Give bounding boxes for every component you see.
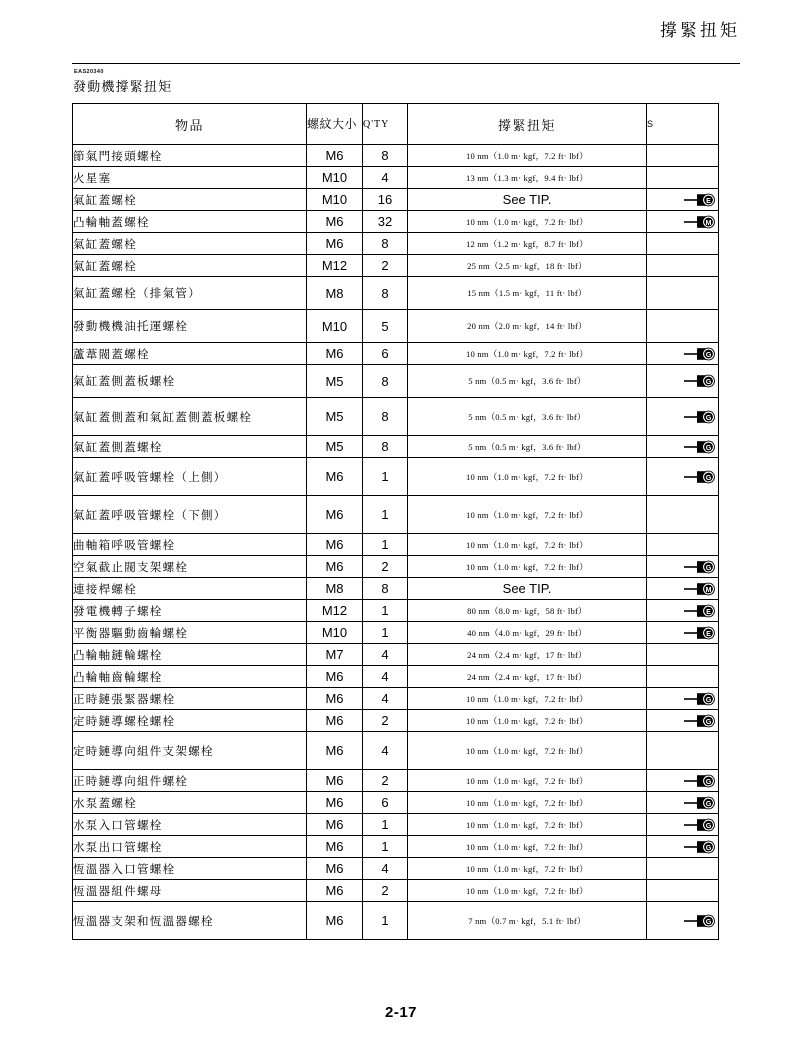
svg-text:M: M (705, 585, 712, 595)
cell-thread-size: M6 (307, 732, 363, 770)
cell-s-mark (647, 556, 719, 578)
svg-text:G: G (705, 563, 712, 573)
section-title: 發動機撐緊扭矩 (73, 79, 173, 94)
cell-thread-size: M6 (307, 688, 363, 710)
cell-thread-size: M6 (307, 836, 363, 858)
cell-torque: 25 nm（2.5 m· kgf，18 ft· lbf） (408, 255, 647, 277)
cell-s-mark (647, 534, 719, 556)
cell-item: 氣缸蓋螺栓 (73, 255, 307, 277)
cell-thread-size: M6 (307, 792, 363, 814)
cell-thread-size: M6 (307, 534, 363, 556)
cell-torque: 10 nm（1.0 m· kgf，7.2 ft· lbf） (408, 836, 647, 858)
tightening-torque-table (72, 103, 719, 940)
svg-text:G: G (705, 843, 712, 853)
cell-qty: 4 (363, 666, 408, 688)
cell-thread-size: M5 (307, 365, 363, 398)
cell-item: 恆溫器入口管螺栓 (73, 858, 307, 880)
mark-g-icon (684, 818, 718, 832)
cell-torque: 13 nm（1.3 m· kgf，9.4 ft· lbf） (408, 167, 647, 189)
mark-g-icon (684, 347, 718, 361)
cell-s-mark (647, 622, 719, 644)
table-row (73, 343, 719, 365)
cell-qty: 4 (363, 167, 408, 189)
mark-g-icon (684, 440, 718, 454)
table-row (73, 902, 719, 940)
cell-qty: 8 (363, 145, 408, 167)
cell-torque: 10 nm（1.0 m· kgf，7.2 ft· lbf） (408, 458, 647, 496)
table-row (73, 880, 719, 902)
cell-torque: 24 nm（2.4 m· kgf，17 ft· lbf） (408, 666, 647, 688)
table-row (73, 310, 719, 343)
table-row (73, 365, 719, 398)
svg-text:G: G (705, 350, 712, 360)
cell-item: 發動機機油托運螺栓 (73, 310, 307, 343)
cell-item: 定時鏈導向組件支架螺栓 (73, 732, 307, 770)
cell-qty: 1 (363, 836, 408, 858)
cell-s-mark (647, 436, 719, 458)
cell-s-mark (647, 902, 719, 940)
mark-g-icon (684, 774, 718, 788)
header-divider (72, 63, 740, 64)
cell-qty: 4 (363, 688, 408, 710)
cell-thread-size: M7 (307, 644, 363, 666)
svg-text:G: G (705, 917, 712, 927)
svg-text:G: G (705, 777, 712, 787)
cell-s-mark (647, 770, 719, 792)
cell-item: 恆溫器支架和恆溫器螺栓 (73, 902, 307, 940)
mark-e-icon (684, 193, 718, 207)
table-body (73, 145, 719, 940)
table-row (73, 496, 719, 534)
cell-item: 平衡器驅動齒輪螺栓 (73, 622, 307, 644)
cell-thread-size: M12 (307, 255, 363, 277)
cell-item: 氣缸蓋側蓋和氣缸蓋側蓋板螺栓 (73, 398, 307, 436)
cell-item: 蘆葦閥蓋螺栓 (73, 343, 307, 365)
cell-qty: 1 (363, 534, 408, 556)
cell-qty: 1 (363, 902, 408, 940)
cell-thread-size: M6 (307, 710, 363, 732)
table-row (73, 688, 719, 710)
svg-text:E: E (706, 629, 711, 639)
cell-torque: See TIP. (408, 189, 647, 211)
table-row (73, 858, 719, 880)
cell-torque: 5 nm（0.5 m· kgf，3.6 ft· lbf） (408, 365, 647, 398)
table-row (73, 167, 719, 189)
table-row (73, 622, 719, 644)
cell-s-mark (647, 578, 719, 600)
cell-thread-size: M6 (307, 880, 363, 902)
cell-s-mark (647, 644, 719, 666)
cell-torque: 40 nm（4.0 m· kgf，29 ft· lbf） (408, 622, 647, 644)
cell-torque: See TIP. (408, 578, 647, 600)
cell-qty: 8 (363, 277, 408, 310)
cell-thread-size: M6 (307, 458, 363, 496)
svg-text:G: G (705, 443, 712, 453)
table-row (73, 145, 719, 167)
svg-text:G: G (705, 413, 712, 423)
cell-thread-size: M6 (307, 814, 363, 836)
table-row (73, 710, 719, 732)
cell-thread-size: M6 (307, 770, 363, 792)
cell-item: 正時鏈導向組件螺栓 (73, 770, 307, 792)
column-header-thread-size: 螺紋大小 (307, 104, 363, 145)
mark-g-icon (684, 714, 718, 728)
svg-text:G: G (705, 799, 712, 809)
mark-g-icon (684, 840, 718, 854)
table-row (73, 255, 719, 277)
cell-thread-size: M6 (307, 145, 363, 167)
cell-torque: 20 nm（2.0 m· kgf，14 ft· lbf） (408, 310, 647, 343)
cell-torque: 10 nm（1.0 m· kgf，7.2 ft· lbf） (408, 496, 647, 534)
cell-torque: 5 nm（0.5 m· kgf，3.6 ft· lbf） (408, 436, 647, 458)
cell-qty: 2 (363, 770, 408, 792)
mark-e-icon (684, 604, 718, 618)
mark-e-icon (684, 626, 718, 640)
cell-item: 曲軸箱呼吸管螺栓 (73, 534, 307, 556)
table-row (73, 814, 719, 836)
cell-item: 連接桿螺栓 (73, 578, 307, 600)
cell-torque: 10 nm（1.0 m· kgf，7.2 ft· lbf） (408, 814, 647, 836)
section-code: EAS20340 (74, 69, 104, 75)
cell-thread-size: M5 (307, 436, 363, 458)
table-row (73, 836, 719, 858)
cell-qty: 2 (363, 255, 408, 277)
svg-text:E: E (706, 196, 711, 206)
svg-text:M: M (705, 218, 712, 228)
mark-g-icon (684, 470, 718, 484)
svg-text:E: E (706, 607, 711, 617)
cell-thread-size: M8 (307, 578, 363, 600)
cell-qty: 1 (363, 600, 408, 622)
cell-s-mark (647, 688, 719, 710)
cell-s-mark (647, 145, 719, 167)
table-row (73, 534, 719, 556)
cell-qty: 2 (363, 710, 408, 732)
cell-torque: 10 nm（1.0 m· kgf，7.2 ft· lbf） (408, 710, 647, 732)
cell-torque: 7 nm（0.7 m· kgf，5.1 ft· lbf） (408, 902, 647, 940)
cell-thread-size: M6 (307, 858, 363, 880)
cell-torque: 80 nm（8.0 m· kgf，58 ft· lbf） (408, 600, 647, 622)
table-row (73, 211, 719, 233)
cell-torque: 10 nm（1.0 m· kgf，7.2 ft· lbf） (408, 556, 647, 578)
svg-text:G: G (705, 695, 712, 705)
cell-item: 空氣截止閥支架螺栓 (73, 556, 307, 578)
cell-item: 水泵出口管螺栓 (73, 836, 307, 858)
table-row (73, 458, 719, 496)
mark-g-icon (684, 410, 718, 424)
cell-item: 氣缸蓋呼吸管螺栓（下側） (73, 496, 307, 534)
cell-torque: 10 nm（1.0 m· kgf，7.2 ft· lbf） (408, 145, 647, 167)
cell-item: 氣缸蓋呼吸管螺栓（上側） (73, 458, 307, 496)
cell-item: 凸輪軸蓋螺栓 (73, 211, 307, 233)
cell-torque: 10 nm（1.0 m· kgf，7.2 ft· lbf） (408, 211, 647, 233)
cell-torque: 10 nm（1.0 m· kgf，7.2 ft· lbf） (408, 732, 647, 770)
page-title: 撐緊扭矩 (660, 21, 740, 40)
cell-thread-size: M8 (307, 277, 363, 310)
cell-thread-size: M10 (307, 622, 363, 644)
cell-thread-size: M6 (307, 496, 363, 534)
cell-item: 氣缸蓋側蓋板螺栓 (73, 365, 307, 398)
cell-s-mark (647, 666, 719, 688)
cell-torque: 10 nm（1.0 m· kgf，7.2 ft· lbf） (408, 770, 647, 792)
cell-thread-size: M10 (307, 167, 363, 189)
cell-qty: 2 (363, 880, 408, 902)
cell-s-mark (647, 310, 719, 343)
table-row (73, 398, 719, 436)
cell-s-mark (647, 710, 719, 732)
table-row (73, 644, 719, 666)
cell-item: 發電機轉子螺栓 (73, 600, 307, 622)
cell-torque: 10 nm（1.0 m· kgf，7.2 ft· lbf） (408, 343, 647, 365)
cell-torque: 10 nm（1.0 m· kgf，7.2 ft· lbf） (408, 688, 647, 710)
svg-text:G: G (705, 717, 712, 727)
table-row (73, 732, 719, 770)
mark-g-icon (684, 560, 718, 574)
cell-thread-size: M6 (307, 211, 363, 233)
cell-s-mark (647, 167, 719, 189)
cell-s-mark (647, 211, 719, 233)
column-header-torque: 撐緊扭矩 (408, 104, 647, 145)
table-row (73, 233, 719, 255)
cell-item: 節氣門接頭螺栓 (73, 145, 307, 167)
cell-item: 水泵入口管螺栓 (73, 814, 307, 836)
cell-thread-size: M5 (307, 398, 363, 436)
table-row (73, 436, 719, 458)
svg-text:G: G (705, 821, 712, 831)
cell-torque: 10 nm（1.0 m· kgf，7.2 ft· lbf） (408, 792, 647, 814)
cell-thread-size: M6 (307, 343, 363, 365)
table-row (73, 792, 719, 814)
cell-torque: 15 nm（1.5 m· kgf，11 ft· lbf） (408, 277, 647, 310)
cell-s-mark (647, 255, 719, 277)
cell-s-mark (647, 858, 719, 880)
table-row (73, 666, 719, 688)
cell-torque: 12 nm（1.2 m· kgf，8.7 ft· lbf） (408, 233, 647, 255)
cell-qty: 4 (363, 644, 408, 666)
column-header-s: S (647, 104, 719, 145)
cell-item: 水泵蓋螺栓 (73, 792, 307, 814)
cell-thread-size: M6 (307, 233, 363, 255)
cell-item: 凸輪軸齒輪螺栓 (73, 666, 307, 688)
cell-thread-size: M6 (307, 556, 363, 578)
cell-qty: 5 (363, 310, 408, 343)
cell-s-mark (647, 792, 719, 814)
cell-s-mark (647, 189, 719, 211)
table-row (73, 770, 719, 792)
column-header-qty: Q'TY (363, 104, 408, 145)
cell-qty: 6 (363, 792, 408, 814)
mark-g-icon (684, 796, 718, 810)
cell-thread-size: M12 (307, 600, 363, 622)
cell-s-mark (647, 496, 719, 534)
cell-qty: 8 (363, 398, 408, 436)
table-row (73, 277, 719, 310)
cell-s-mark (647, 277, 719, 310)
cell-qty: 16 (363, 189, 408, 211)
cell-s-mark (647, 814, 719, 836)
cell-item: 凸輪軸鏈輪螺栓 (73, 644, 307, 666)
cell-s-mark (647, 233, 719, 255)
mark-g-icon (684, 692, 718, 706)
cell-s-mark (647, 343, 719, 365)
cell-qty: 1 (363, 458, 408, 496)
cell-torque: 24 nm（2.4 m· kgf，17 ft· lbf） (408, 644, 647, 666)
cell-s-mark (647, 836, 719, 858)
cell-qty: 8 (363, 233, 408, 255)
cell-thread-size: M6 (307, 902, 363, 940)
cell-s-mark (647, 398, 719, 436)
cell-s-mark (647, 365, 719, 398)
column-header-item: 物品 (73, 104, 307, 145)
cell-s-mark (647, 880, 719, 902)
cell-torque: 10 nm（1.0 m· kgf，7.2 ft· lbf） (408, 534, 647, 556)
cell-qty: 8 (363, 436, 408, 458)
cell-item: 正時鏈張緊器螺栓 (73, 688, 307, 710)
cell-qty: 4 (363, 858, 408, 880)
cell-qty: 6 (363, 343, 408, 365)
cell-item: 氣缸蓋螺栓 (73, 233, 307, 255)
cell-qty: 1 (363, 496, 408, 534)
cell-thread-size: M6 (307, 666, 363, 688)
cell-item: 火星塞 (73, 167, 307, 189)
page-number: 2-17 (384, 1004, 418, 1021)
mark-m-icon (684, 582, 718, 596)
cell-qty: 2 (363, 556, 408, 578)
cell-item: 氣缸蓋螺栓 (73, 189, 307, 211)
torque-table-wrapper (72, 103, 718, 940)
cell-item: 定時鏈導螺栓螺栓 (73, 710, 307, 732)
cell-s-mark (647, 732, 719, 770)
cell-qty: 1 (363, 622, 408, 644)
cell-qty: 8 (363, 578, 408, 600)
cell-qty: 1 (363, 814, 408, 836)
cell-thread-size: M10 (307, 310, 363, 343)
cell-torque: 10 nm（1.0 m· kgf，7.2 ft· lbf） (408, 858, 647, 880)
svg-text:G: G (705, 473, 712, 483)
cell-qty: 4 (363, 732, 408, 770)
table-row (73, 189, 719, 211)
cell-qty: 8 (363, 365, 408, 398)
cell-item: 氣缸蓋側蓋螺栓 (73, 436, 307, 458)
table-row (73, 556, 719, 578)
cell-torque: 10 nm（1.0 m· kgf，7.2 ft· lbf） (408, 880, 647, 902)
table-row (73, 578, 719, 600)
svg-text:G: G (705, 377, 712, 387)
cell-torque: 5 nm（0.5 m· kgf，3.6 ft· lbf） (408, 398, 647, 436)
cell-item: 恆溫器組件螺母 (73, 880, 307, 902)
cell-item: 氣缸蓋螺栓（排氣管） (73, 277, 307, 310)
cell-qty: 32 (363, 211, 408, 233)
mark-g-icon (684, 914, 718, 928)
mark-m-icon (684, 215, 718, 229)
cell-thread-size: M10 (307, 189, 363, 211)
cell-s-mark (647, 458, 719, 496)
cell-s-mark (647, 600, 719, 622)
table-row (73, 600, 719, 622)
mark-g-icon (684, 374, 718, 388)
table-header-row (73, 104, 719, 145)
